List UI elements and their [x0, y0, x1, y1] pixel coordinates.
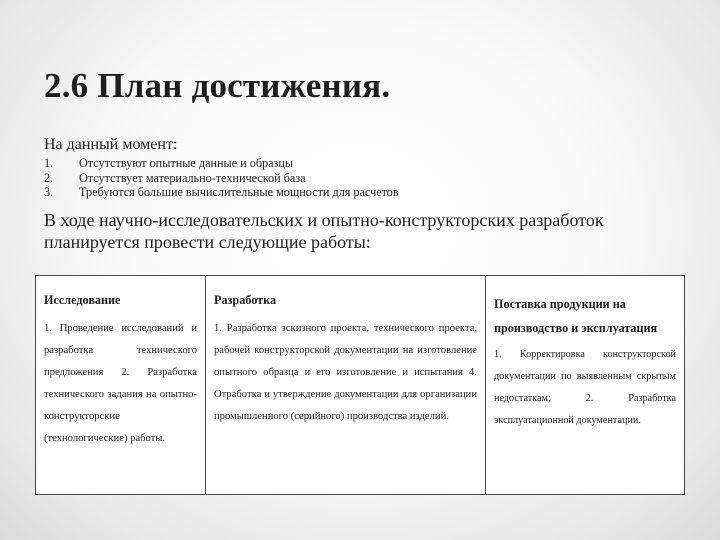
list-item-number: 3.: [44, 185, 54, 199]
intro-text: На данный момент:: [44, 136, 178, 153]
issues-list: [44, 156, 399, 200]
slide-title: 2.6 План достижения.: [44, 66, 391, 105]
list-item-number: 1.: [44, 156, 54, 170]
list-item-text: Требуются большие вычислительные мощности для расчетов: [79, 185, 399, 199]
list-item: [44, 156, 399, 171]
list-item-text: Отсутствуют опытные данные и образцы: [79, 156, 294, 170]
list-item: [44, 185, 399, 200]
list-item-text: Отсутствует материально-технической база: [79, 170, 306, 185]
list-item: [44, 171, 399, 186]
plan-text: В ходе научно-исследовательских и опытно-конструкторских разработок планируется провести следующие работы:: [44, 210, 604, 252]
column-text: 1. Корректировка конструкторской документации по выявленным скрытым недостаткам; 2. Разработка эксплуатационной документации.: [494, 349, 676, 426]
column-text: 1. Проведение исследований и разработка технического предложения 2. Разработка технического задания на опытно-конструкторские (технологические) работы.: [44, 323, 197, 444]
table-column-production: [486, 276, 684, 494]
column-header: Разработка: [214, 293, 277, 307]
column-text: 1. Разработка эскизного проекта, технического проекта, рабочей конструкторской документации на изготовление опытного образца и его изготовление и испытания 4. Отработка и утверждение документации для организации промышленного (серийного) производства изделий.: [214, 323, 477, 422]
table-column-development: [206, 276, 486, 494]
list-item-number: 2.: [44, 170, 54, 185]
column-header: Исследование: [44, 293, 121, 307]
column-header: Поставка продукции на производство и эксплуатация: [494, 297, 658, 335]
stages-table: [35, 275, 685, 495]
table-column-research: [36, 276, 206, 494]
